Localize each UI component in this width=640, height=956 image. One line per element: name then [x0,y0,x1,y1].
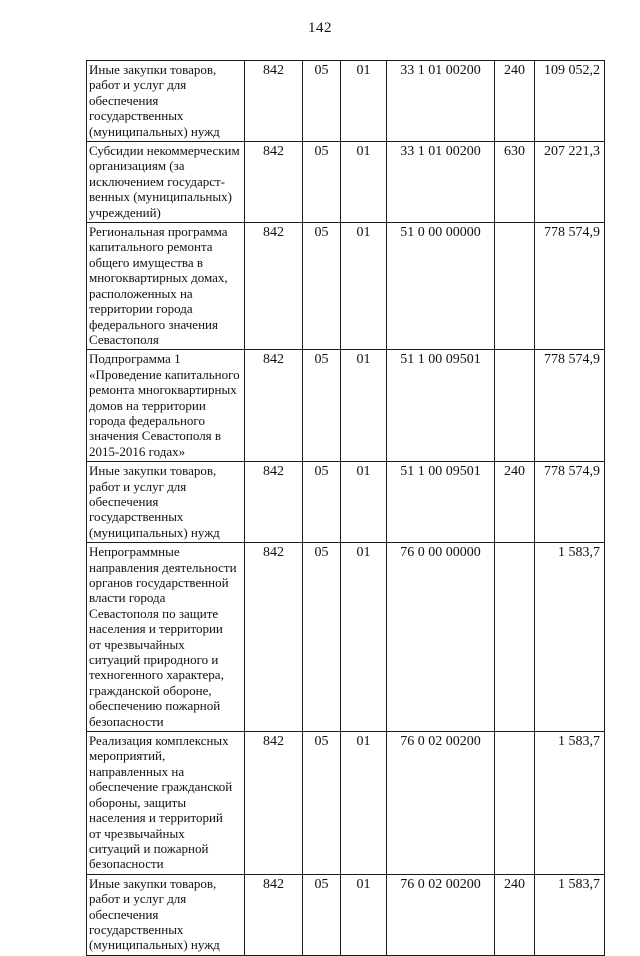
amount-cell: 207 221,3 [535,142,605,223]
target-article-cell: 51 1 00 09501 [387,462,495,543]
expense-name-cell [87,350,245,462]
subsection-code-cell: 01 [341,543,387,732]
target-article-cell: 76 0 02 00200 [387,732,495,875]
expense-name-line: обеспечения [89,493,159,509]
section-code-cell: 05 [303,142,341,223]
expense-name-line: обеспечению пожарной [89,698,221,714]
expense-name-line: Севастополя по защите [89,605,219,621]
expense-name-line: 2015-2016 годах» [89,443,186,459]
expense-name-line: Севастополя [89,331,159,347]
subsection-code-cell: 01 [341,350,387,462]
expense-type-cell: 240 [495,874,535,955]
amount-cell: 1 583,7 [535,874,605,955]
expense-name-line: работ и услуг для [89,891,187,907]
amount-cell: 1 583,7 [535,732,605,875]
section-code-cell: 05 [303,223,341,350]
section-code-cell: 05 [303,462,341,543]
expense-name-line: Реализация комплексных [89,733,229,749]
expense-name-line: многоквартирных домах, [89,270,228,286]
ministry-code-cell: 842 [245,874,303,955]
expense-name-line: ремонта многоквартирных [89,382,237,398]
expense-name-line: гражданской обороне, [89,682,212,698]
budget-table [86,60,605,956]
expense-name-line: федерального значения [89,316,218,332]
expense-type-cell [495,543,535,732]
expense-name-line: Субсидии некоммерческим [89,143,240,159]
amount-cell: 778 574,9 [535,350,605,462]
expense-name-cell [87,732,245,875]
subsection-code-cell: 01 [341,462,387,543]
expense-name-line: от чрезвычайных [89,825,185,841]
subsection-code-cell: 01 [341,61,387,142]
expense-name-line: (муниципальных) нужд [89,524,220,540]
expense-name-line: власти города [89,590,166,606]
expense-name-cell [87,61,245,142]
expense-name-line: Иные закупки товаров, [89,62,217,77]
expense-name-line: Иные закупки товаров, [89,463,217,479]
expense-name-line: направленных на [89,763,185,779]
expense-name-line: безопасности [89,713,164,729]
expense-name-line: (муниципальных) нужд [89,937,220,953]
target-article-cell: 33 1 01 00200 [387,142,495,223]
expense-name-cell [87,142,245,223]
expense-type-cell: 240 [495,462,535,543]
expense-name-line: города федерального [89,412,205,428]
expense-name-cell [87,223,245,350]
expense-name-line: государственных [89,108,184,124]
expense-name-line: обеспечения [89,906,159,922]
target-article-cell: 51 0 00 00000 [387,223,495,350]
expense-name-line: техногенного характера, [89,667,224,683]
expense-name-line: Подпрограмма 1 [89,351,181,367]
expense-name-line: государственных [89,509,184,525]
section-code-cell: 05 [303,543,341,732]
expense-name-line: направления деятельности [89,559,237,575]
expense-name-line: обеспечения [89,92,159,108]
expense-name-line: организациям (за [89,158,185,174]
expense-name-line: работ и услуг для [89,77,187,93]
expense-name-line: населения и территорий [89,810,223,826]
expense-name-line: домов на территории [89,397,206,413]
section-code-cell: 05 [303,874,341,955]
ministry-code-cell: 842 [245,350,303,462]
expense-name-line: безопасности [89,856,164,872]
amount-cell: 778 574,9 [535,223,605,350]
section-code-cell: 05 [303,732,341,875]
table-row [87,142,605,223]
table-row [87,543,605,732]
expense-name-line: от чрезвычайных [89,636,185,652]
subsection-code-cell: 01 [341,223,387,350]
expense-type-cell: 240 [495,61,535,142]
ministry-code-cell: 842 [245,462,303,543]
expense-name-cell [87,543,245,732]
amount-cell: 778 574,9 [535,462,605,543]
expense-type-cell: 630 [495,142,535,223]
expense-type-cell [495,732,535,875]
table-row [87,223,605,350]
expense-name-cell [87,874,245,955]
ministry-code-cell: 842 [245,223,303,350]
expense-name-line: обеспечение гражданской [89,779,233,795]
section-code-cell: 05 [303,350,341,462]
subsection-code-cell: 01 [341,142,387,223]
ministry-code-cell: 842 [245,142,303,223]
expense-name-line: ситуаций и пожарной [89,840,209,856]
subsection-code-cell: 01 [341,732,387,875]
expense-name-line: населения и территории [89,621,223,637]
table-row [87,732,605,875]
table-row [87,61,605,142]
expense-name-line: учреждений) [89,204,161,220]
target-article-cell: 33 1 01 00200 [387,61,495,142]
expense-name-line: органов государственной [89,575,229,590]
expense-name-cell [87,462,245,543]
subsection-code-cell: 01 [341,874,387,955]
expense-name-line: (муниципальных) нужд [89,123,220,139]
amount-cell: 1 583,7 [535,543,605,732]
target-article-cell: 76 0 00 00000 [387,543,495,732]
expense-name-line: работ и услуг для [89,478,187,494]
expense-name-line: расположенных на [89,285,193,301]
ministry-code-cell: 842 [245,732,303,875]
section-code-cell: 05 [303,61,341,142]
expense-name-line: территории города [89,301,193,317]
expense-name-line: «Проведение капитального [89,366,240,382]
ministry-code-cell: 842 [245,543,303,732]
expense-name-line: венных (муниципальных) [89,189,232,205]
expense-name-line: мероприятий, [89,748,166,764]
table-body [87,61,605,956]
table-row [87,874,605,955]
target-article-cell: 51 1 00 09501 [387,350,495,462]
expense-name-line: общего имущества в [89,254,204,270]
expense-type-cell [495,350,535,462]
page-number: 142 [308,20,332,36]
target-article-cell: 76 0 02 00200 [387,874,495,955]
expense-name-line: капитального ремонта [89,239,213,255]
expense-name-line: значения Севастополя в [89,428,222,444]
expense-name-line: обороны, защиты [89,794,187,810]
expense-name-line: Иные закупки товаров, [89,875,217,891]
expense-name-line: государственных [89,921,184,937]
amount-cell: 109 052,2 [535,61,605,142]
expense-name-line: Непрограммные [89,544,180,560]
table-row [87,462,605,543]
expense-name-line: ситуаций природного и [89,652,219,668]
expense-name-line: Региональная программа [89,224,228,240]
expense-type-cell [495,223,535,350]
expense-name-line: исключением государст- [89,173,225,189]
table-row [87,350,605,462]
ministry-code-cell: 842 [245,61,303,142]
